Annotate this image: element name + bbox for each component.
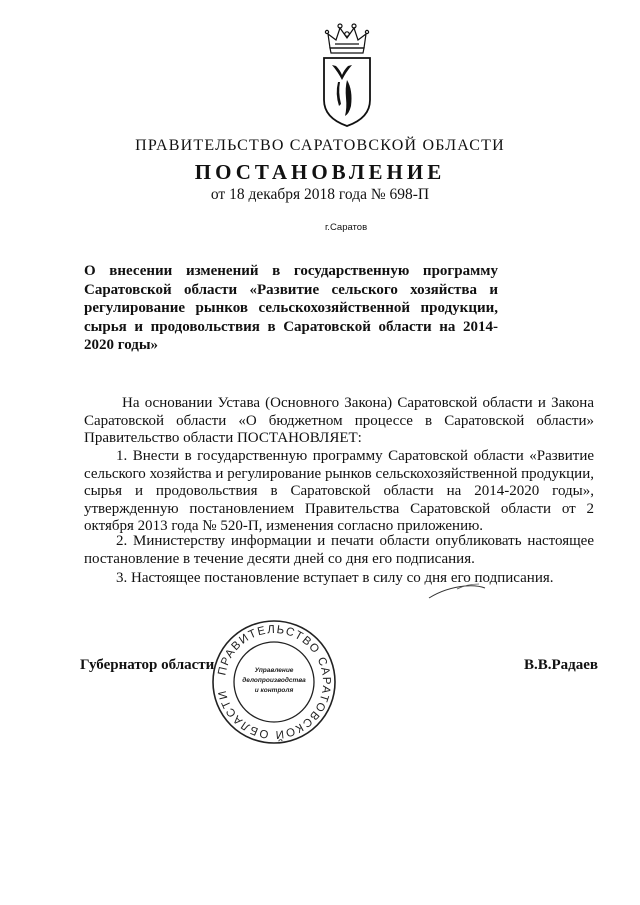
- svg-text:Управление: Управление: [254, 667, 294, 674]
- signatory-name: В.В.Радаев: [524, 657, 599, 673]
- saratov-coat-of-arms-icon: [318, 20, 376, 130]
- handwritten-mark: [427, 580, 487, 602]
- decree-date-number: от 18 декабря 2018 года № 698-П: [210, 186, 430, 203]
- item-1-paragraph: 1. Внести в государственную программу Саратовской области «Развитие сельского хозяйства и регулирование рынков сельскохозяйственной продукции, сырья и продовольствия в Саратовской области на 2014-2020 годы», утвержденную постановлением Правительства Саратовской области от 2 октября 2013 года № 520-П, изменения согласно приложению.: [84, 448, 594, 534]
- city: г.Саратов: [325, 222, 368, 233]
- svg-text:делопроизводства: делопроизводства: [242, 677, 306, 684]
- government-name: ПРАВИТЕЛЬСТВО САРАТОВСКОЙ ОБЛАСТИ: [135, 137, 505, 154]
- official-stamp: [210, 618, 338, 746]
- signatory-title: Губернатор области: [80, 657, 215, 673]
- svg-text:и контроля: и контроля: [254, 687, 294, 694]
- document-type: ПОСТАНОВЛЕНИЕ: [194, 160, 446, 184]
- preamble-paragraph: На основании Устава (Основного Закона) Саратовской области и Закона Саратовской области «О бюджетном процессе в Саратовской области» Правительство области ПОСТАНОВЛЯЕТ:: [84, 395, 594, 446]
- item-2-paragraph: 2. Министерству информации и печати области опубликовать настоящее постановление в течение десяти дней со дня его подписания.: [84, 533, 594, 567]
- svg-text:ПРАВИТЕЛЬСТВО САРАТОВСКОЙ ОБЛА: ПРАВИТЕЛЬСТВО САРАТОВСКОЙ ОБЛАСТИ: [216, 623, 333, 741]
- item-3-paragraph: 3. Настоящее постановление вступает в силу со дня его подписания.: [116, 570, 554, 586]
- decree-subject: О внесении изменений в государственную программу Саратовской области «Развитие сельского хозяйства и регулирование рынков сельскохозяйственной продукции, сырья и продовольствия в Саратовской области на 2014-2020 годы»: [84, 263, 498, 353]
